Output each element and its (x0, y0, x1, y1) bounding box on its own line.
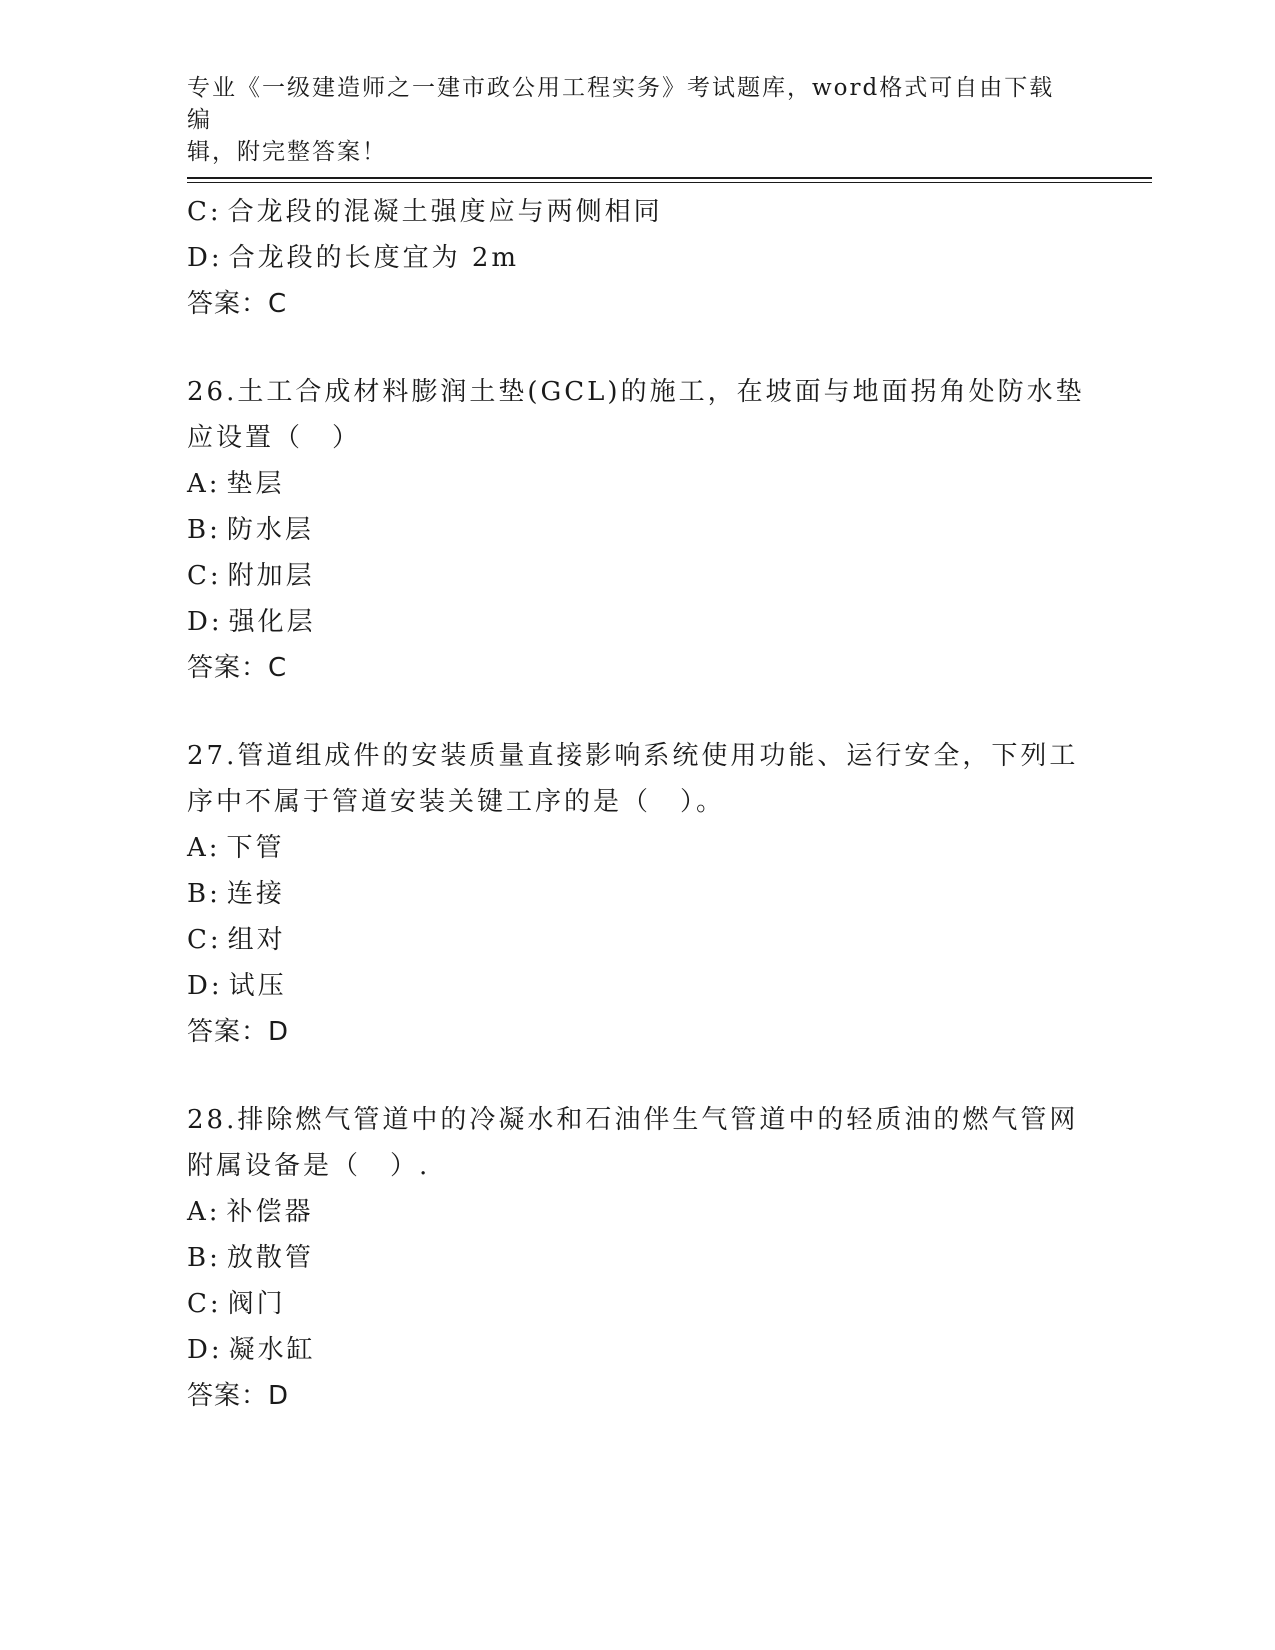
option-line (187, 825, 1087, 871)
option-letter: C: (187, 1289, 222, 1319)
option-line (187, 871, 1087, 917)
option-line (187, 1281, 1087, 1327)
option-text: 垫层 (226, 469, 285, 499)
question-26 (187, 369, 1087, 691)
option-letter: A: (187, 833, 221, 863)
option-text: 下管 (226, 833, 285, 863)
answer-line: 答案：D (187, 1017, 290, 1047)
option-letter: C: (187, 925, 222, 955)
option-text: 合龙段的混凝土强度应与两侧相同 (227, 197, 663, 227)
option-text: 合龙段的长度宜为 2m (228, 243, 520, 273)
option-text: 阀门 (227, 1289, 286, 1319)
answer-line: 答案：C (187, 289, 288, 319)
question-stem-line: 26.土工合成材料膨润土垫(GCL)的施工，在坡面与地面拐角处防水垫 (187, 377, 1085, 407)
option-line (187, 553, 1087, 599)
option-letter: D: (187, 243, 223, 273)
option-text: 连接 (226, 879, 285, 909)
option-letter: B: (187, 515, 221, 545)
option-text: 放散管 (226, 1243, 314, 1273)
option-text: 组对 (227, 925, 286, 955)
option-letter: D: (187, 607, 223, 637)
question-content (187, 189, 1087, 1419)
question-stem-line: 应设置（ ） (187, 423, 362, 453)
option-line (187, 1189, 1087, 1235)
option-line (187, 235, 1087, 281)
option-text: 附加层 (227, 561, 315, 591)
question-stem-line: 附属设备是（ ）. (187, 1151, 431, 1181)
option-text: 补偿器 (226, 1197, 314, 1227)
option-line (187, 461, 1087, 507)
header-divider-thick (187, 177, 1152, 179)
option-letter: B: (187, 879, 221, 909)
question-27 (187, 733, 1087, 1055)
question-stem-line: 28.排除燃气管道中的冷凝水和石油伴生气管道中的轻质油的燃气管网 (187, 1105, 1079, 1135)
document-header (187, 72, 1067, 168)
header-line-2: 辑，附完整答案！ (187, 139, 387, 165)
option-line (187, 189, 1087, 235)
option-text: 凝水缸 (228, 1335, 316, 1365)
option-line (187, 1327, 1087, 1373)
answer-line: 答案：D (187, 1381, 290, 1411)
option-letter: C: (187, 197, 222, 227)
option-line (187, 507, 1087, 553)
option-letter: C: (187, 561, 222, 591)
question-28 (187, 1097, 1087, 1419)
header-line-1: 专业《一级建造师之一建市政公用工程实务》考试题库，word格式可自由下载编 (187, 75, 1055, 133)
previous-question-tail (187, 189, 1087, 327)
option-text: 强化层 (228, 607, 316, 637)
answer-line: 答案：C (187, 653, 288, 683)
option-line (187, 963, 1087, 1009)
header-divider-thin (187, 182, 1152, 183)
option-text: 防水层 (226, 515, 314, 545)
option-line (187, 599, 1087, 645)
option-letter: A: (187, 469, 221, 499)
question-stem-line: 序中不属于管道安装关键工序的是（ ）。 (187, 787, 726, 817)
option-text: 试压 (228, 971, 287, 1001)
option-line (187, 1235, 1087, 1281)
option-letter: D: (187, 971, 223, 1001)
question-stem-line: 27.管道组成件的安装质量直接影响系统使用功能、运行安全，下列工 (187, 741, 1079, 771)
option-letter: B: (187, 1243, 221, 1273)
option-line (187, 917, 1087, 963)
option-letter: D: (187, 1335, 223, 1365)
option-letter: A: (187, 1197, 221, 1227)
